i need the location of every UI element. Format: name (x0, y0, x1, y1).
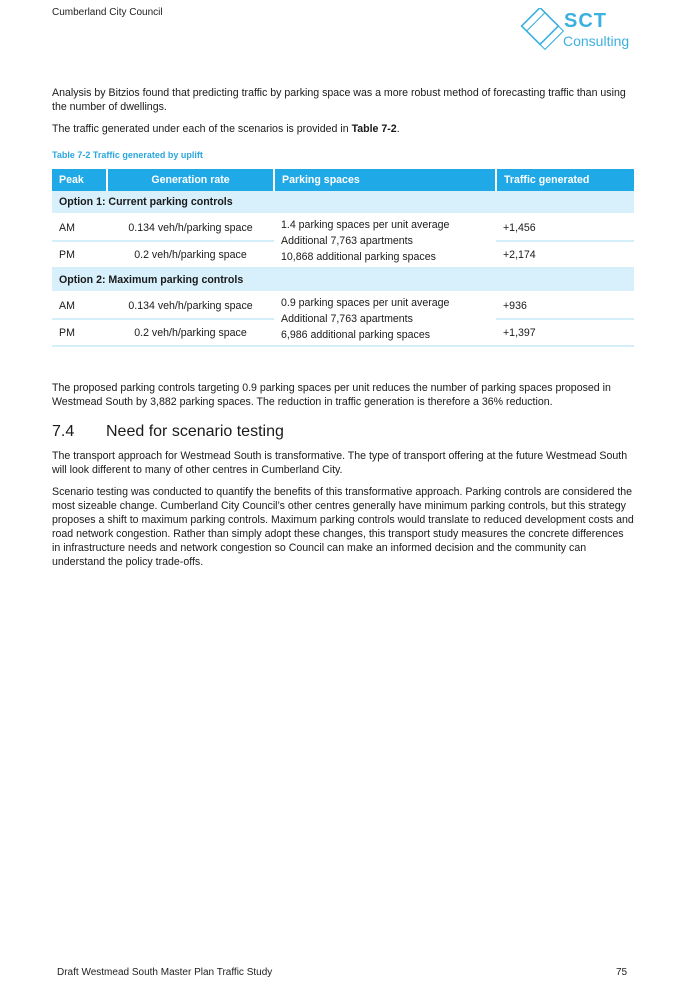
rate-cell: 0.134 veh/h/parking space (107, 214, 274, 241)
parking-line: Additional 7,763 apartments (281, 235, 413, 247)
table-header-row (52, 169, 634, 191)
parking-cell (274, 214, 496, 268)
table-row (52, 292, 634, 319)
footer-page-number: 75 (616, 967, 628, 978)
header-parking-spaces: Parking spaces (274, 169, 496, 191)
traffic-cell: +1,456 (496, 214, 634, 241)
intro-paragraph-1: Analysis by Bitzios found that predicting traffic by parking space was a more robust method of forecasting traffic than using the number of dwellings. (52, 87, 626, 113)
table-row (52, 214, 634, 241)
section-number: 7.4 (52, 423, 75, 440)
parking-line: 10,868 additional parking spaces (281, 251, 436, 263)
intro-text-end: . (396, 123, 400, 135)
rate-cell: 0.134 veh/h/parking space (107, 292, 274, 319)
peak-cell: AM (52, 292, 107, 319)
logo-wordmark: SCT (564, 10, 607, 32)
parking-line: Additional 7,763 apartments (281, 313, 413, 325)
page-content (52, 86, 634, 577)
section-title: Option 1: Current parking controls (52, 191, 634, 214)
traffic-cell: +2,174 (496, 241, 634, 268)
table-reference: Table 7-2 (351, 123, 397, 135)
traffic-cell: +936 (496, 292, 634, 319)
parking-cell (274, 292, 496, 346)
header-organisation: Cumberland City Council (52, 7, 163, 18)
section-row (52, 268, 634, 292)
parking-line: 1.4 parking spaces per unit average (281, 219, 450, 231)
section-title: Option 2: Maximum parking controls (52, 268, 634, 292)
table-caption: Table 7-2 Traffic generated by uplift (52, 150, 203, 160)
section-title: Need for scenario testing (106, 423, 284, 440)
peak-cell: AM (52, 214, 107, 241)
rate-cell: 0.2 veh/h/parking space (107, 319, 274, 346)
footer-document-title: Draft Westmead South Master Plan Traffic Study (57, 967, 273, 978)
logo-subtitle: Consulting (563, 33, 630, 49)
peak-cell: PM (52, 319, 107, 346)
logo-diamond-icon (518, 8, 564, 50)
traffic-cell: +1,397 (496, 319, 634, 346)
intro-paragraph-2 (52, 122, 634, 136)
sct-logo (518, 8, 638, 50)
peak-cell: PM (52, 241, 107, 268)
header-traffic-generated: Traffic generated (496, 169, 634, 191)
parking-line: 0.9 parking spaces per unit average (281, 297, 450, 309)
rate-cell: 0.2 veh/h/parking space (107, 241, 274, 268)
after-table-paragraph: The proposed parking controls targeting 0.9 parking spaces per unit reduces the number of parking spaces proposed in Westmead South by 3,882 parking spaces. The reduction in traffic generation is therefore a 36% reduction. (52, 382, 611, 408)
section-heading (52, 423, 634, 441)
section-paragraph-1: The transport approach for Westmead South is transformative. The type of transport offering at the future Westmead South will look different to many of other centres in Cumberland City. (52, 450, 628, 476)
header-generation-rate: Generation rate (107, 169, 274, 191)
header-peak: Peak (52, 169, 107, 191)
section-paragraph-2: Scenario testing was conducted to quantify the benefits of this transformative approach. Parking controls are considered the most sizeable change. Cumberland City Council’s other centres generally have minimum parking controls, but this strategy proposes a shift to maximum parking controls. Maximum parking controls would translate to reduced development costs and road network congestion. Rather than simply adopt these changes, this transport study measures the concrete differences in infrastructure needs and network congestion so Council can make an informed decision and the community can understand the policy trade-offs. (52, 486, 634, 568)
parking-line: 6,986 additional parking spaces (281, 329, 431, 341)
intro-text: The traffic generated under each of the scenarios is provided in (52, 123, 352, 135)
section-row (52, 191, 634, 214)
traffic-table (52, 169, 634, 347)
